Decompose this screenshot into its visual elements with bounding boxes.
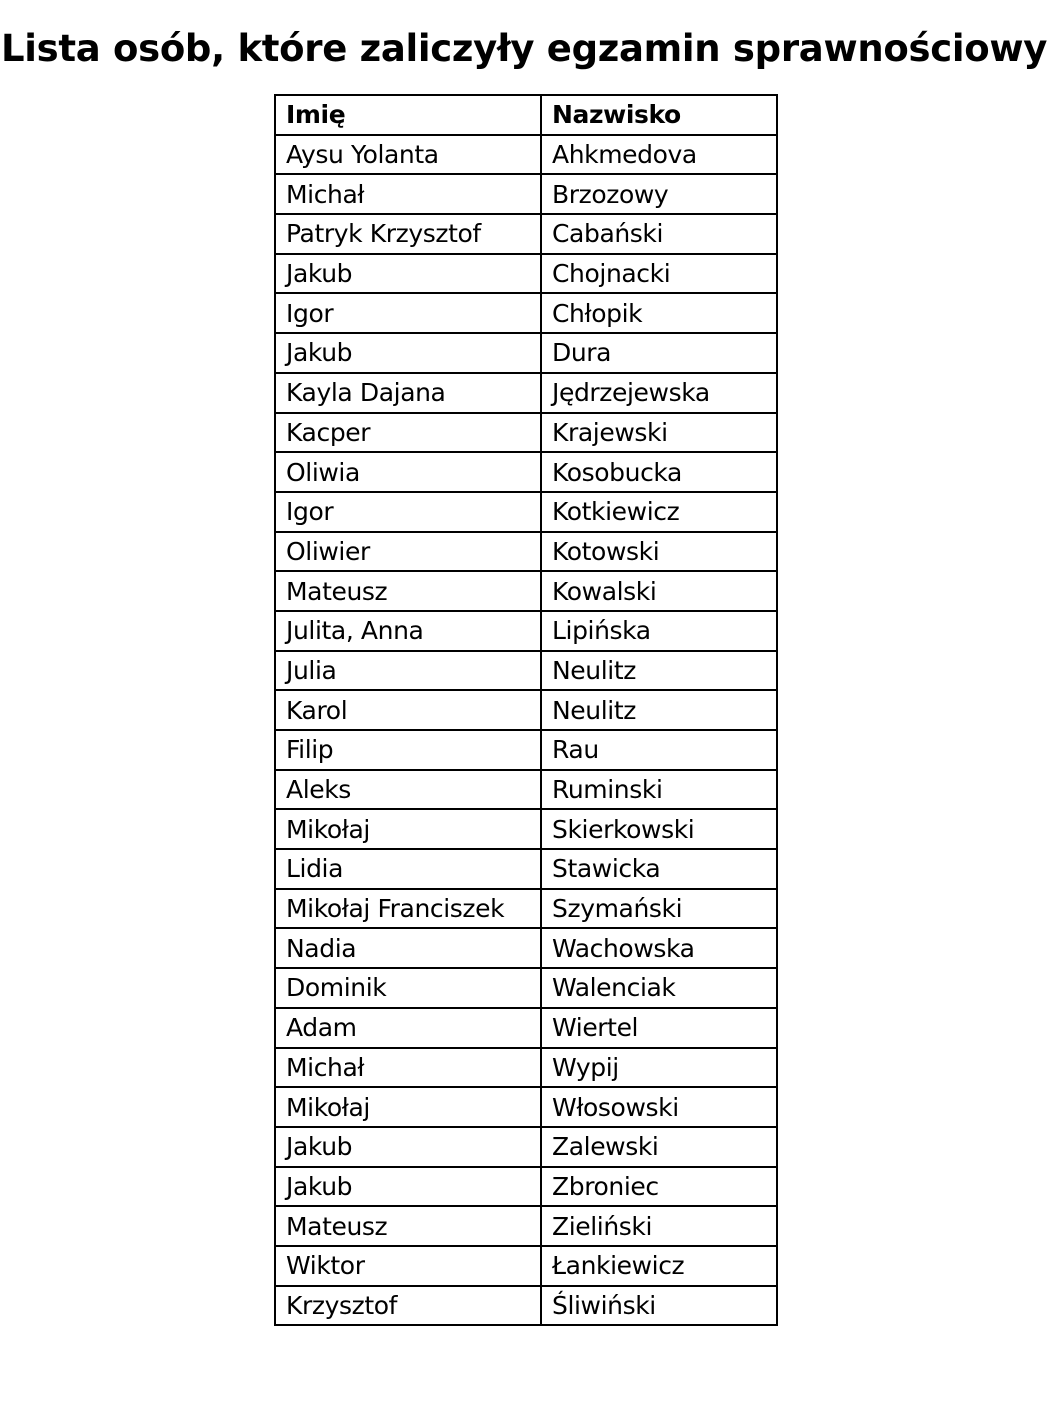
last-name-cell: Dura xyxy=(541,333,777,373)
table-row xyxy=(275,730,777,770)
table-row xyxy=(275,373,777,413)
table-row xyxy=(275,333,777,373)
header-last-name: Nazwisko xyxy=(541,95,777,135)
table-row xyxy=(275,1087,777,1127)
last-name-cell: Szymański xyxy=(541,889,777,929)
table-row xyxy=(275,293,777,333)
last-name-cell: Włosowski xyxy=(541,1087,777,1127)
last-name-cell: Kotkiewicz xyxy=(541,492,777,532)
first-name-cell: Patryk Krzysztof xyxy=(275,214,541,254)
page-title: Lista osób, które zaliczyły egzamin sprawnościowy xyxy=(0,27,1048,70)
first-name-cell: Aysu Yolanta xyxy=(275,135,541,175)
first-name-cell: Igor xyxy=(275,293,541,333)
table-row xyxy=(275,452,777,492)
last-name-cell: Chojnacki xyxy=(541,254,777,294)
passed-exam-table xyxy=(274,94,778,1326)
last-name-cell: Stawicka xyxy=(541,849,777,889)
first-name-cell: Adam xyxy=(275,1008,541,1048)
table-row xyxy=(275,889,777,929)
last-name-cell: Cabański xyxy=(541,214,777,254)
header-first-name: Imię xyxy=(275,95,541,135)
table-row xyxy=(275,1008,777,1048)
table-row xyxy=(275,413,777,453)
last-name-cell: Śliwiński xyxy=(541,1286,777,1326)
last-name-cell: Ruminski xyxy=(541,770,777,810)
first-name-cell: Mateusz xyxy=(275,1206,541,1246)
first-name-cell: Wiktor xyxy=(275,1246,541,1286)
last-name-cell: Kotowski xyxy=(541,532,777,572)
last-name-cell: Wypij xyxy=(541,1048,777,1088)
first-name-cell: Julia xyxy=(275,651,541,691)
table-row xyxy=(275,214,777,254)
table-header-row xyxy=(275,95,777,135)
last-name-cell: Kosobucka xyxy=(541,452,777,492)
last-name-cell: Lipińska xyxy=(541,611,777,651)
last-name-cell: Neulitz xyxy=(541,651,777,691)
first-name-cell: Mateusz xyxy=(275,571,541,611)
last-name-cell: Skierkowski xyxy=(541,809,777,849)
last-name-cell: Neulitz xyxy=(541,690,777,730)
last-name-cell: Łankiewicz xyxy=(541,1246,777,1286)
first-name-cell: Igor xyxy=(275,492,541,532)
table-row xyxy=(275,1286,777,1326)
last-name-cell: Wachowska xyxy=(541,928,777,968)
table-row xyxy=(275,928,777,968)
table-row xyxy=(275,1048,777,1088)
table-row xyxy=(275,849,777,889)
first-name-cell: Dominik xyxy=(275,968,541,1008)
first-name-cell: Michał xyxy=(275,174,541,214)
table-row xyxy=(275,770,777,810)
table-row xyxy=(275,571,777,611)
first-name-cell: Mikołaj xyxy=(275,1087,541,1127)
table-row xyxy=(275,174,777,214)
first-name-cell: Aleks xyxy=(275,770,541,810)
first-name-cell: Oliwier xyxy=(275,532,541,572)
table-row xyxy=(275,809,777,849)
last-name-cell: Jędrzejewska xyxy=(541,373,777,413)
last-name-cell: Zalewski xyxy=(541,1127,777,1167)
table-row xyxy=(275,1167,777,1207)
first-name-cell: Lidia xyxy=(275,849,541,889)
first-name-cell: Krzysztof xyxy=(275,1286,541,1326)
first-name-cell: Filip xyxy=(275,730,541,770)
first-name-cell: Nadia xyxy=(275,928,541,968)
first-name-cell: Oliwia xyxy=(275,452,541,492)
first-name-cell: Kacper xyxy=(275,413,541,453)
table-row xyxy=(275,254,777,294)
first-name-cell: Jakub xyxy=(275,1127,541,1167)
table-row xyxy=(275,651,777,691)
table-row xyxy=(275,1246,777,1286)
last-name-cell: Zbroniec xyxy=(541,1167,777,1207)
first-name-cell: Jakub xyxy=(275,333,541,373)
first-name-cell: Karol xyxy=(275,690,541,730)
last-name-cell: Kowalski xyxy=(541,571,777,611)
first-name-cell: Mikołaj xyxy=(275,809,541,849)
first-name-cell: Jakub xyxy=(275,254,541,294)
last-name-cell: Wiertel xyxy=(541,1008,777,1048)
table-row xyxy=(275,611,777,651)
table-row xyxy=(275,1127,777,1167)
first-name-cell: Mikołaj Franciszek xyxy=(275,889,541,929)
last-name-cell: Krajewski xyxy=(541,413,777,453)
table-row xyxy=(275,690,777,730)
first-name-cell: Michał xyxy=(275,1048,541,1088)
last-name-cell: Brzozowy xyxy=(541,174,777,214)
last-name-cell: Chłopik xyxy=(541,293,777,333)
last-name-cell: Walenciak xyxy=(541,968,777,1008)
last-name-cell: Rau xyxy=(541,730,777,770)
table-row xyxy=(275,492,777,532)
first-name-cell: Kayla Dajana xyxy=(275,373,541,413)
last-name-cell: Zieliński xyxy=(541,1206,777,1246)
last-name-cell: Ahkmedova xyxy=(541,135,777,175)
table-body xyxy=(275,135,777,1326)
first-name-cell: Jakub xyxy=(275,1167,541,1207)
first-name-cell: Julita, Anna xyxy=(275,611,541,651)
table-row xyxy=(275,1206,777,1246)
table-row xyxy=(275,968,777,1008)
table-row xyxy=(275,135,777,175)
table-row xyxy=(275,532,777,572)
